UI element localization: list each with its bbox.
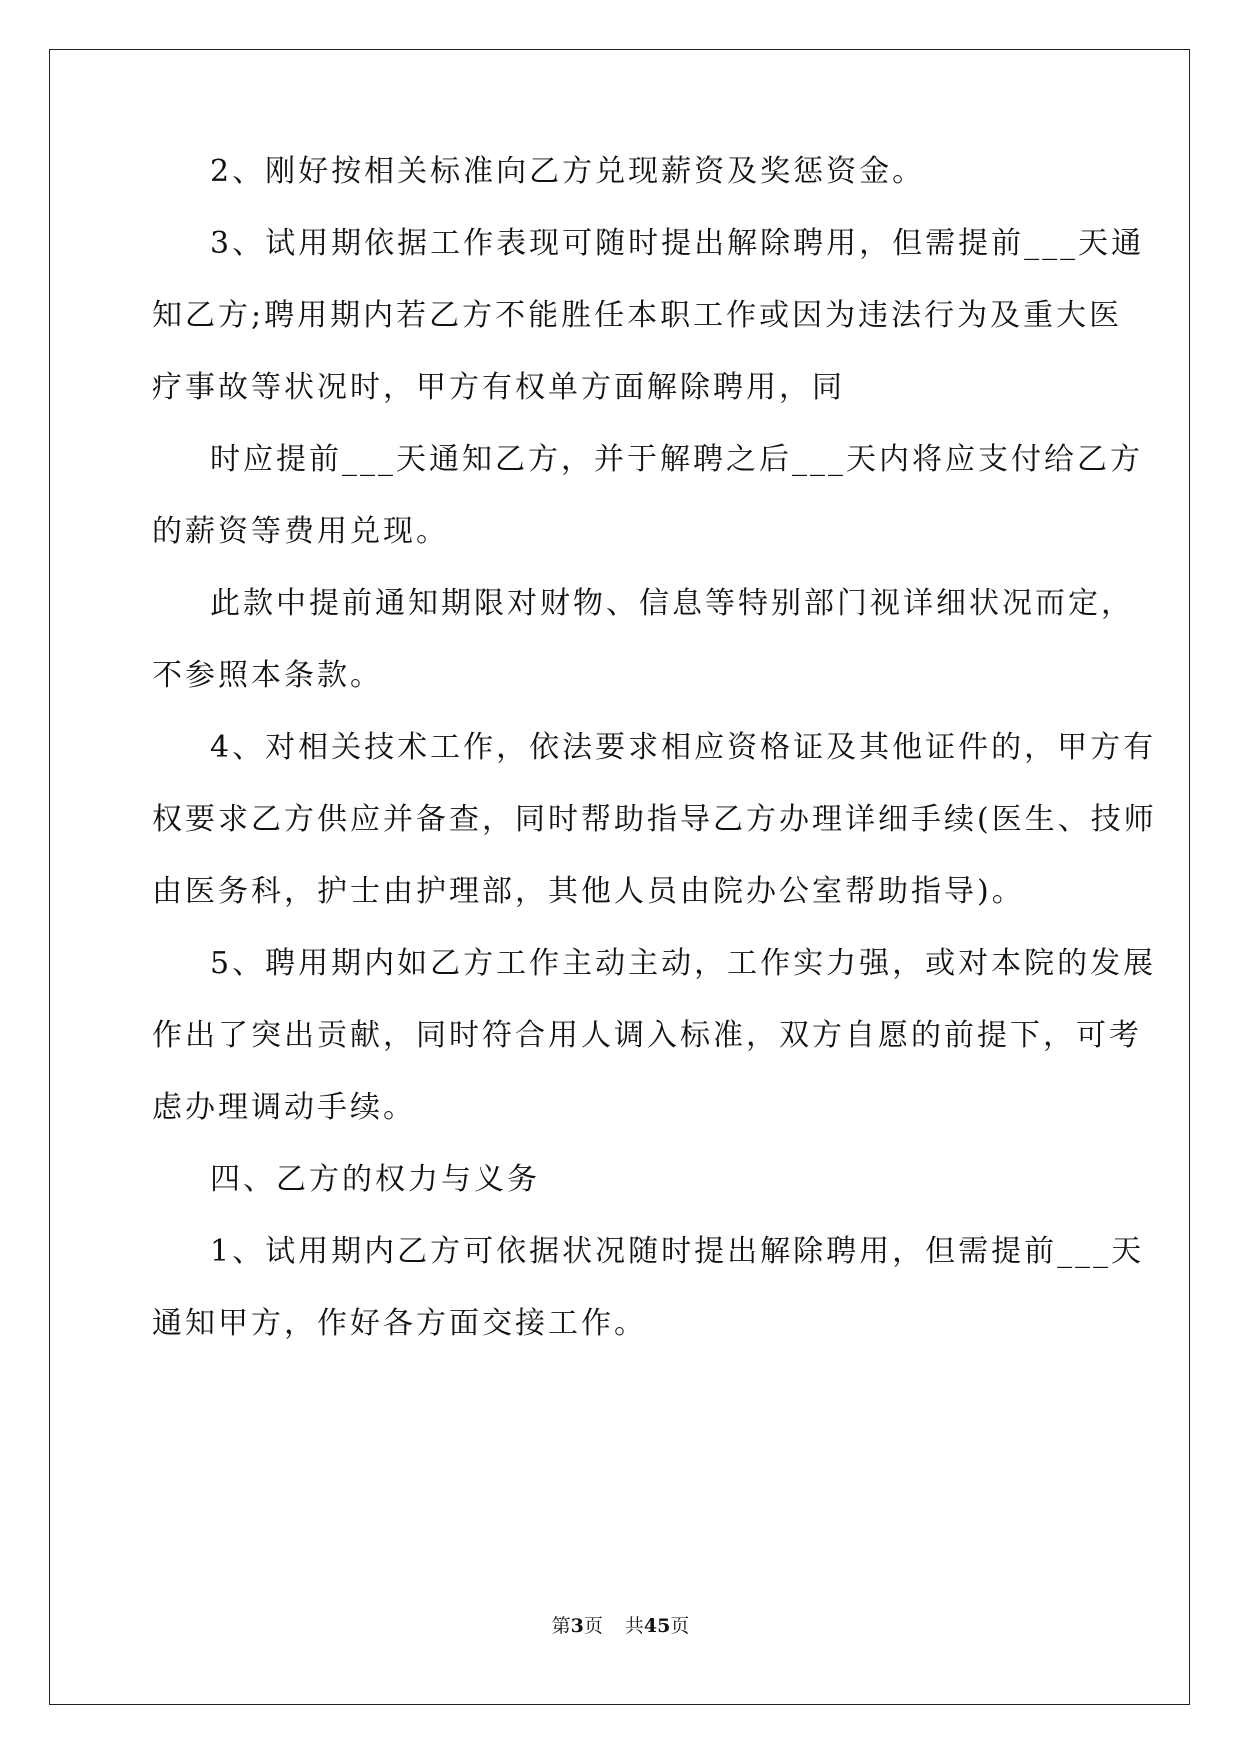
paragraph-line: 虑办理调动手续。: [152, 1090, 416, 1125]
paragraph-line: 3、试用期依据工作表现可随时提出解除聘用，但需提前___天通: [210, 226, 1145, 261]
page-total: 45: [643, 1615, 671, 1637]
paragraph-line: 4、对相关技术工作，依法要求相应资格证及其他证件的，甲方有: [210, 730, 1157, 765]
paragraph-line: 5、聘用期内如乙方工作主动主动，工作实力强，或对本院的发展: [210, 946, 1157, 981]
paragraph-line: 由医务科，护士由护理部，其他人员由院办公室帮助指导)。: [152, 874, 1025, 909]
section-heading: 四、乙方的权力与义务: [210, 1162, 540, 1197]
paragraph-line: 2、刚好按相关标准向乙方兑现薪资及奖惩资金。: [210, 154, 926, 189]
paragraph-line: 通知甲方，作好各方面交接工作。: [152, 1306, 647, 1341]
paragraph-line: 1、试用期内乙方可依据状况随时提出解除聘用，但需提前___天: [210, 1234, 1145, 1269]
paragraph-line: 不参照本条款。: [152, 658, 383, 693]
paragraph-line: 时应提前___天通知乙方，并于解聘之后___天内将应支付给乙方: [210, 442, 1143, 477]
total-prefix: 共: [624, 1615, 644, 1637]
page-prefix: 第: [551, 1615, 571, 1637]
paragraph-line: 疗事故等状况时，甲方有权单方面解除聘用，同: [152, 370, 845, 405]
page-unit: 页: [583, 1615, 603, 1637]
page-current: 3: [570, 1615, 584, 1637]
paragraph-line: 的薪资等费用兑现。: [152, 514, 449, 549]
paragraph-line: 作出了突出贡献，同时符合用人调入标准，双方自愿的前提下，可考: [152, 1018, 1142, 1053]
paragraph-line: 知乙方;聘用期内若乙方不能胜任本职工作或因为违法行为及重大医: [152, 298, 1123, 333]
paragraph-line: 权要求乙方供应并备查，同时帮助指导乙方办理详细手续(医生、技师: [152, 802, 1157, 837]
page-footer: [0, 1611, 1241, 1638]
paragraph-line: 此款中提前通知期限对财物、信息等特别部门视详细状况而定，: [210, 586, 1134, 621]
total-unit: 页: [670, 1615, 690, 1637]
